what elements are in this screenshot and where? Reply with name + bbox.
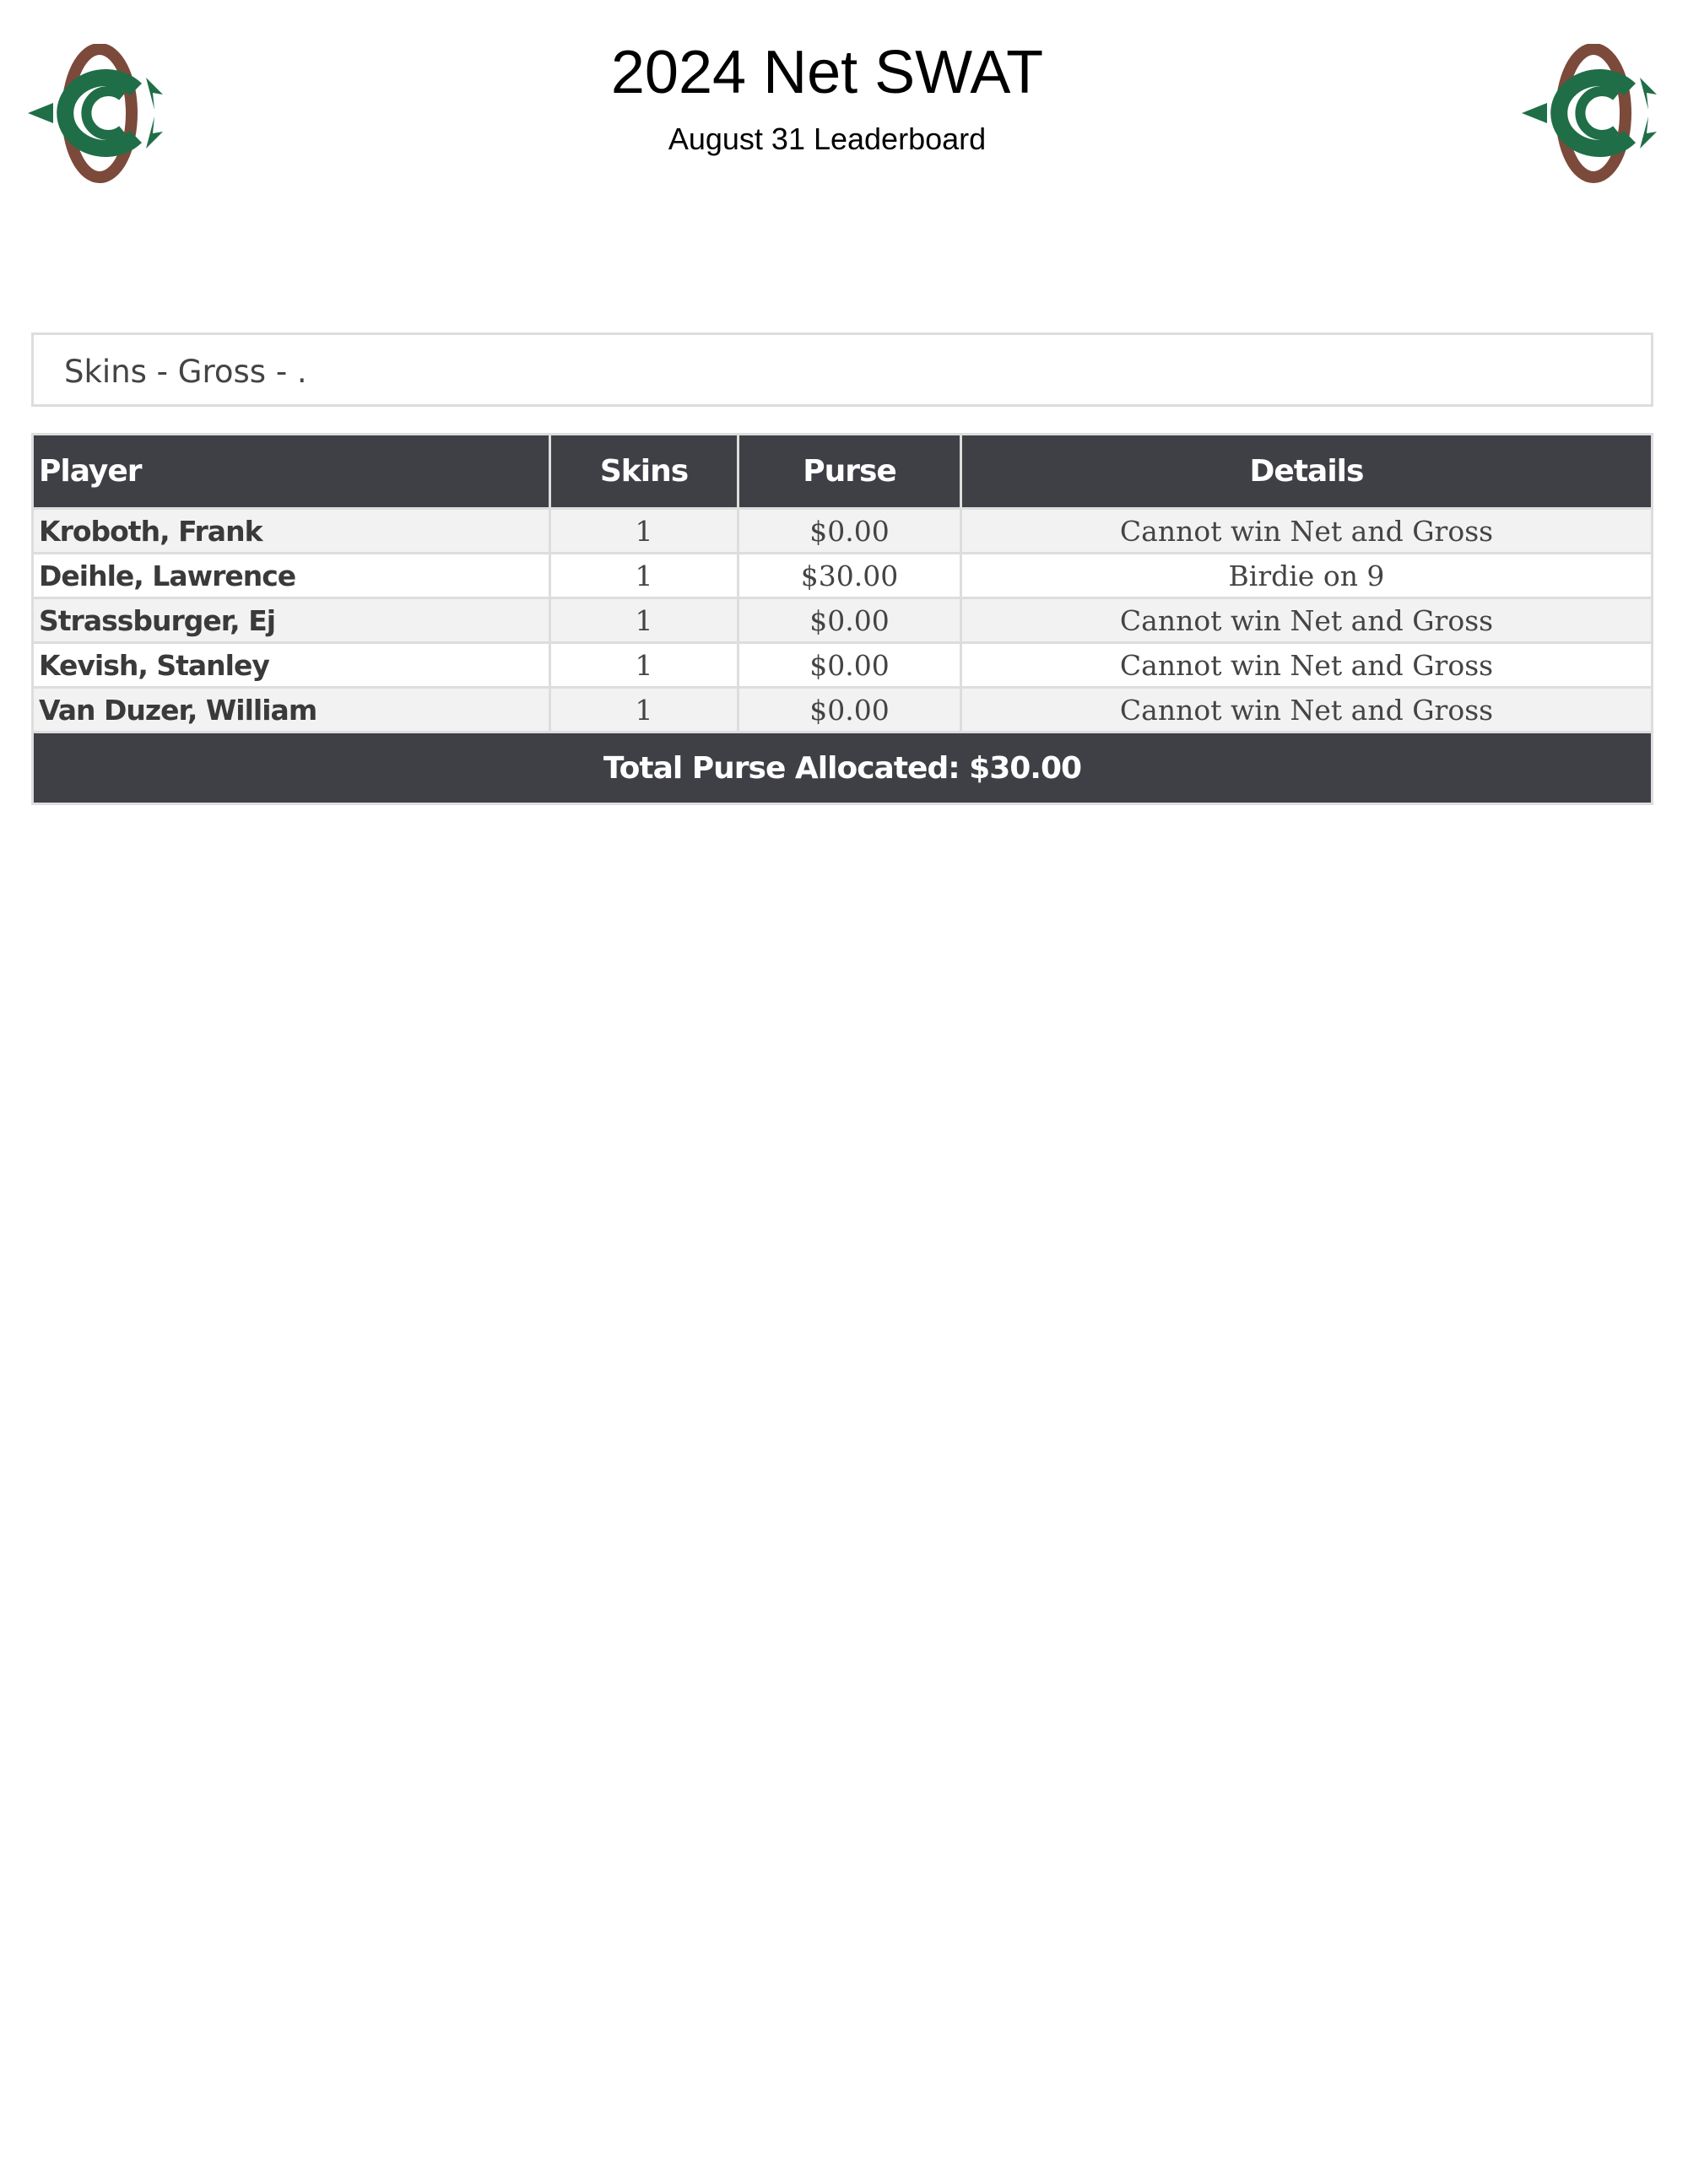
player-name: Kevish, Stanley — [33, 643, 550, 688]
column-header-details: Details — [961, 435, 1653, 509]
column-header-skins: Skins — [550, 435, 738, 509]
table-row — [33, 643, 1653, 688]
skins-count: 1 — [550, 643, 738, 688]
player-name: Van Duzer, William — [33, 688, 550, 733]
purse-amount: $0.00 — [738, 688, 961, 733]
page-subtitle: August 31 Leaderboard — [668, 122, 987, 156]
column-header-player: Player — [33, 435, 550, 509]
skins-table — [31, 433, 1653, 805]
table-header-row — [33, 435, 1653, 509]
table-row — [33, 598, 1653, 643]
section-title: Skins - Gross - . — [64, 354, 307, 390]
player-name: Deihle, Lawrence — [33, 554, 550, 598]
details-text: Birdie on 9 — [961, 554, 1653, 598]
total-row — [33, 733, 1653, 804]
table-row — [33, 509, 1653, 554]
page-title: 2024 Net SWAT — [610, 39, 1044, 106]
player-name: Kroboth, Frank — [33, 509, 550, 554]
player-name: Strassburger, Ej — [33, 598, 550, 643]
details-text: Cannot win Net and Gross — [961, 598, 1653, 643]
skins-count: 1 — [550, 688, 738, 733]
skins-count: 1 — [550, 598, 738, 643]
column-header-purse: Purse — [738, 435, 961, 509]
section-header — [31, 332, 1653, 407]
purse-amount: $0.00 — [738, 598, 961, 643]
skins-count: 1 — [550, 509, 738, 554]
details-text: Cannot win Net and Gross — [961, 688, 1653, 733]
table-row — [33, 688, 1653, 733]
purse-amount: $30.00 — [738, 554, 961, 598]
table-row — [33, 554, 1653, 598]
total-purse: Total Purse Allocated: $30.00 — [33, 733, 1653, 804]
details-text: Cannot win Net and Gross — [961, 509, 1653, 554]
skins-count: 1 — [550, 554, 738, 598]
purse-amount: $0.00 — [738, 509, 961, 554]
details-text: Cannot win Net and Gross — [961, 643, 1653, 688]
purse-amount: $0.00 — [738, 643, 961, 688]
